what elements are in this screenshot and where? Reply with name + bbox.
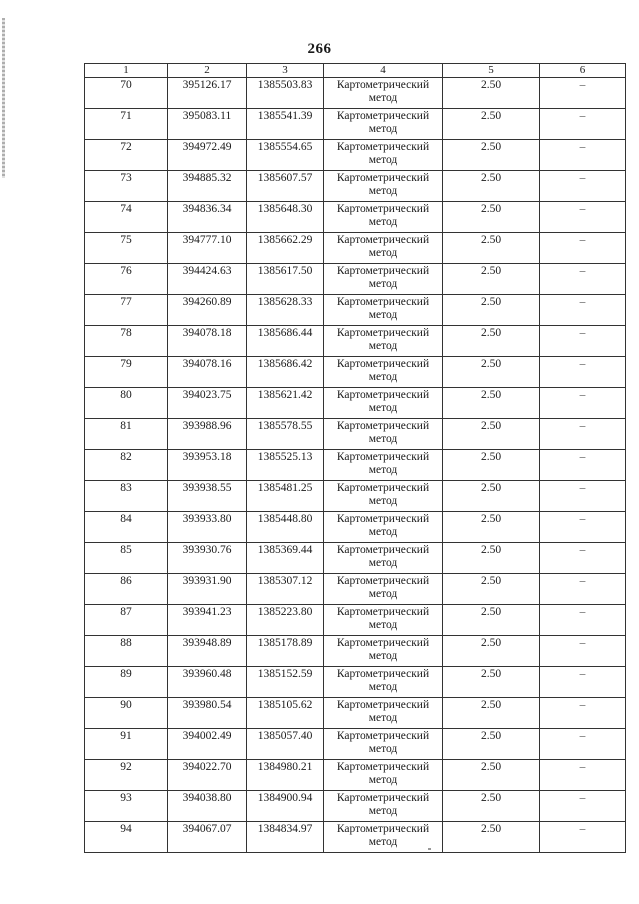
method-cell: Картометрический метод [324,605,443,636]
y-coordinate-cell: 1385554.65 [247,140,324,171]
note-cell: – [540,202,626,233]
method-cell: Картометрический метод [324,78,443,109]
note-cell: – [540,667,626,698]
point-number-cell: 94 [85,822,168,853]
table-row [85,171,626,202]
note-cell: – [540,388,626,419]
table-row [85,760,626,791]
accuracy-cell: 2.50 [443,698,540,729]
header-row [85,64,626,78]
y-coordinate-cell: 1385648.30 [247,202,324,233]
table-row [85,140,626,171]
method-cell: Картометрический метод [324,357,443,388]
point-number-cell: 78 [85,326,168,357]
accuracy-cell: 2.50 [443,543,540,574]
y-coordinate-cell: 1385178.89 [247,636,324,667]
y-coordinate-cell: 1385152.59 [247,667,324,698]
x-coordinate-cell: 393941.23 [168,605,247,636]
header-col-5: 5 [443,64,540,78]
point-number-cell: 77 [85,295,168,326]
x-coordinate-cell: 395126.17 [168,78,247,109]
y-coordinate-cell: 1385607.57 [247,171,324,202]
point-number-cell: 91 [85,729,168,760]
method-cell: Картометрический метод [324,264,443,295]
x-coordinate-cell: 394023.75 [168,388,247,419]
point-number-cell: 86 [85,574,168,605]
accuracy-cell: 2.50 [443,264,540,295]
table-row [85,574,626,605]
x-coordinate-cell: 394836.34 [168,202,247,233]
note-cell: – [540,264,626,295]
method-cell: Картометрический метод [324,450,443,481]
note-cell: – [540,822,626,853]
accuracy-cell: 2.50 [443,636,540,667]
accuracy-cell: 2.50 [443,171,540,202]
x-coordinate-cell: 394067.07 [168,822,247,853]
note-cell: – [540,450,626,481]
point-number-cell: 90 [85,698,168,729]
accuracy-cell: 2.50 [443,357,540,388]
point-number-cell: 85 [85,543,168,574]
point-number-cell: 70 [85,78,168,109]
x-coordinate-cell: 394078.18 [168,326,247,357]
point-number-cell: 82 [85,450,168,481]
point-number-cell: 93 [85,791,168,822]
x-coordinate-cell: 394038.80 [168,791,247,822]
x-coordinate-cell: 394777.10 [168,233,247,264]
accuracy-cell: 2.50 [443,419,540,450]
accuracy-cell: 2.50 [443,202,540,233]
table-row [85,822,626,853]
accuracy-cell: 2.50 [443,109,540,140]
method-cell: Картометрический метод [324,636,443,667]
point-number-cell: 72 [85,140,168,171]
accuracy-cell: 2.50 [443,78,540,109]
y-coordinate-cell: 1385481.25 [247,481,324,512]
table-row [85,450,626,481]
point-number-cell: 79 [85,357,168,388]
table-row [85,729,626,760]
y-coordinate-cell: 1385503.83 [247,78,324,109]
note-cell: – [540,543,626,574]
method-cell: Картометрический метод [324,481,443,512]
note-cell: – [540,481,626,512]
note-cell: – [540,326,626,357]
note-cell: – [540,419,626,450]
y-coordinate-cell: 1385686.42 [247,357,324,388]
header-col-1: 1 [85,64,168,78]
method-cell: Картометрический метод [324,729,443,760]
x-coordinate-cell: 393948.89 [168,636,247,667]
accuracy-cell: 2.50 [443,605,540,636]
accuracy-cell: 2.50 [443,295,540,326]
method-cell: Картометрический метод [324,667,443,698]
table-row [85,419,626,450]
method-cell: Картометрический метод [324,822,443,853]
method-cell: Картометрический метод [324,233,443,264]
x-coordinate-cell: 394885.32 [168,171,247,202]
note-cell: – [540,78,626,109]
y-coordinate-cell: 1384900.94 [247,791,324,822]
table-row [85,233,626,264]
y-coordinate-cell: 1385541.39 [247,109,324,140]
table-row [85,357,626,388]
accuracy-cell: 2.50 [443,233,540,264]
table-row [85,481,626,512]
table-row [85,605,626,636]
method-cell: Картометрический метод [324,295,443,326]
method-cell: Картометрический метод [324,171,443,202]
y-coordinate-cell: 1385307.12 [247,574,324,605]
accuracy-cell: 2.50 [443,574,540,605]
table-row [85,512,626,543]
table-row [85,667,626,698]
point-number-cell: 80 [85,388,168,419]
point-number-cell: 92 [85,760,168,791]
method-cell: Картометрический метод [324,202,443,233]
accuracy-cell: 2.50 [443,388,540,419]
note-cell: – [540,233,626,264]
x-coordinate-cell: 393933.80 [168,512,247,543]
point-number-cell: 88 [85,636,168,667]
x-coordinate-cell: 393938.55 [168,481,247,512]
accuracy-cell: 2.50 [443,791,540,822]
scan-speck [428,848,431,850]
y-coordinate-cell: 1384980.21 [247,760,324,791]
y-coordinate-cell: 1385525.13 [247,450,324,481]
table-body [85,78,626,853]
x-coordinate-cell: 393953.18 [168,450,247,481]
x-coordinate-cell: 393931.90 [168,574,247,605]
page-number: 266 [307,41,332,57]
y-coordinate-cell: 1385448.80 [247,512,324,543]
note-cell: – [540,512,626,543]
accuracy-cell: 2.50 [443,822,540,853]
method-cell: Картометрический метод [324,698,443,729]
point-number-cell: 84 [85,512,168,543]
note-cell: – [540,295,626,326]
method-cell: Картометрический метод [324,109,443,140]
y-coordinate-cell: 1385617.50 [247,264,324,295]
table-row [85,543,626,574]
x-coordinate-cell: 394002.49 [168,729,247,760]
note-cell: – [540,698,626,729]
y-coordinate-cell: 1385578.55 [247,419,324,450]
note-cell: – [540,109,626,140]
x-coordinate-cell: 394972.49 [168,140,247,171]
y-coordinate-cell: 1385057.40 [247,729,324,760]
x-coordinate-cell: 393960.48 [168,667,247,698]
point-number-cell: 74 [85,202,168,233]
method-cell: Картометрический метод [324,326,443,357]
table-row [85,202,626,233]
header-col-4: 4 [324,64,443,78]
point-number-cell: 81 [85,419,168,450]
accuracy-cell: 2.50 [443,512,540,543]
header-col-2: 2 [168,64,247,78]
note-cell: – [540,729,626,760]
note-cell: – [540,760,626,791]
table-row [85,109,626,140]
y-coordinate-cell: 1385628.33 [247,295,324,326]
table-header [85,64,626,78]
method-cell: Картометрический метод [324,543,443,574]
table-row [85,264,626,295]
header-col-6: 6 [540,64,626,78]
table-row [85,698,626,729]
accuracy-cell: 2.50 [443,729,540,760]
table-row [85,388,626,419]
x-coordinate-cell: 394078.16 [168,357,247,388]
table-row [85,326,626,357]
point-number-cell: 76 [85,264,168,295]
accuracy-cell: 2.50 [443,450,540,481]
accuracy-cell: 2.50 [443,140,540,171]
method-cell: Картометрический метод [324,791,443,822]
point-number-cell: 71 [85,109,168,140]
accuracy-cell: 2.50 [443,481,540,512]
x-coordinate-cell: 395083.11 [168,109,247,140]
note-cell: – [540,791,626,822]
method-cell: Картометрический метод [324,574,443,605]
note-cell: – [540,171,626,202]
accuracy-cell: 2.50 [443,326,540,357]
x-coordinate-cell: 393930.76 [168,543,247,574]
note-cell: – [540,574,626,605]
method-cell: Картометрический метод [324,388,443,419]
accuracy-cell: 2.50 [443,760,540,791]
table-row [85,78,626,109]
note-cell: – [540,357,626,388]
x-coordinate-cell: 393980.54 [168,698,247,729]
note-cell: – [540,605,626,636]
coordinates-table [84,63,626,853]
point-number-cell: 87 [85,605,168,636]
y-coordinate-cell: 1385105.62 [247,698,324,729]
method-cell: Картометрический метод [324,512,443,543]
table-row [85,791,626,822]
y-coordinate-cell: 1385369.44 [247,543,324,574]
accuracy-cell: 2.50 [443,667,540,698]
point-number-cell: 75 [85,233,168,264]
method-cell: Картометрический метод [324,419,443,450]
y-coordinate-cell: 1384834.97 [247,822,324,853]
point-number-cell: 89 [85,667,168,698]
x-coordinate-cell: 394260.89 [168,295,247,326]
y-coordinate-cell: 1385621.42 [247,388,324,419]
x-coordinate-cell: 394424.63 [168,264,247,295]
method-cell: Картометрический метод [324,760,443,791]
y-coordinate-cell: 1385686.44 [247,326,324,357]
point-number-cell: 73 [85,171,168,202]
header-col-3: 3 [247,64,324,78]
table-row [85,636,626,667]
y-coordinate-cell: 1385662.29 [247,233,324,264]
y-coordinate-cell: 1385223.80 [247,605,324,636]
point-number-cell: 83 [85,481,168,512]
note-cell: – [540,636,626,667]
table-row [85,295,626,326]
x-coordinate-cell: 393988.96 [168,419,247,450]
x-coordinate-cell: 394022.70 [168,760,247,791]
method-cell: Картометрический метод [324,140,443,171]
note-cell: – [540,140,626,171]
